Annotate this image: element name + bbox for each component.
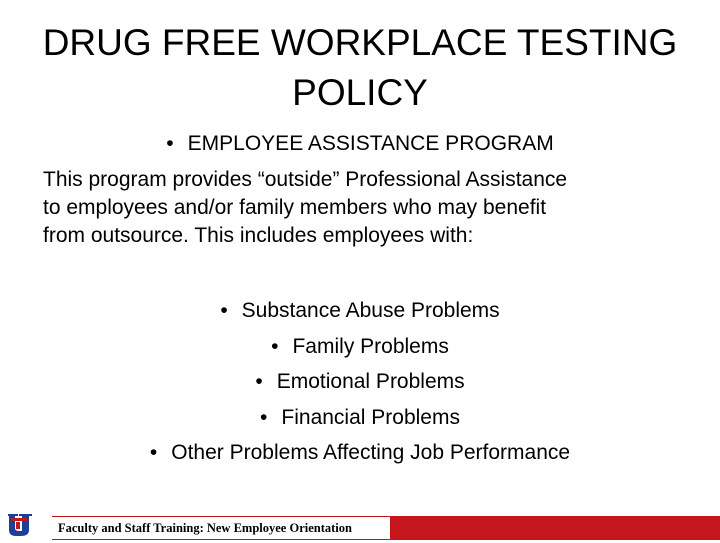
intro-line-2: to employees and/or family members who may benefit [43, 196, 547, 219]
list-item-text: Other Problems Affecting Job Performance [171, 441, 571, 464]
section-heading-text: EMPLOYEE ASSISTANCE PROGRAM [187, 132, 554, 155]
list-item [0, 435, 720, 471]
list-item-text: Family Problems [292, 334, 449, 358]
list-bullet: • [220, 299, 228, 322]
footer-label: Faculty and Staff Training: New Employee Orientation [52, 517, 390, 539]
list-item-text: Substance Abuse Problems [241, 299, 500, 322]
section-bullet: • [166, 132, 174, 155]
slide-title-line-1: DRUG FREE WORKPLACE TESTING [42, 22, 678, 63]
list-bullet: • [149, 441, 158, 464]
intro-line-1: This program provides “outside” Professional Assistance [43, 168, 568, 191]
list-bullet: • [271, 334, 279, 358]
slide-title [20, 18, 700, 118]
footer [0, 509, 720, 540]
list-item [0, 293, 720, 329]
list-item [0, 400, 720, 436]
list-item [0, 364, 720, 400]
intro-paragraph [43, 166, 703, 250]
intro-line-3: from outsource. This includes employees with: [43, 224, 474, 247]
slide-title-line-2: POLICY [292, 72, 428, 113]
section-heading [0, 130, 720, 158]
university-logo-icon [5, 512, 35, 538]
list-bullet: • [255, 370, 263, 393]
list-item-text: Financial Problems [281, 405, 460, 429]
list-item [0, 329, 720, 365]
list-item-text: Emotional Problems [276, 370, 465, 393]
problem-list [0, 293, 720, 471]
list-bullet: • [260, 405, 268, 429]
